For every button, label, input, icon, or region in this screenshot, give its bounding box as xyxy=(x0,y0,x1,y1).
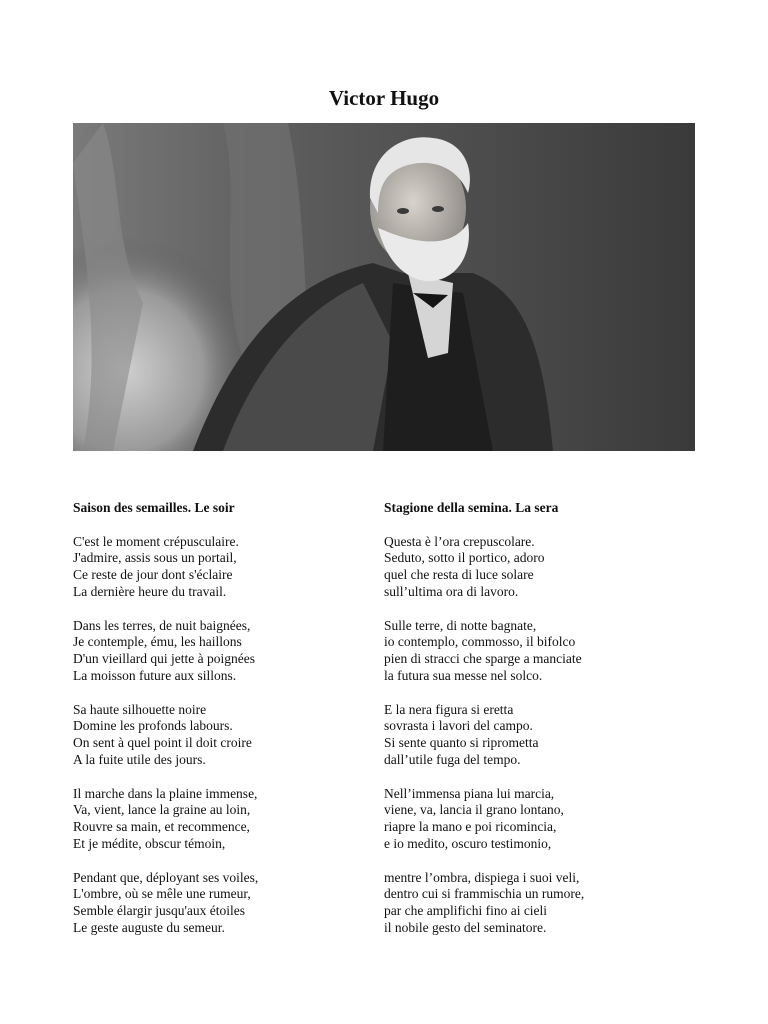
poem-line: Semble élargir jusqu'aux étoiles xyxy=(73,903,246,919)
italian-stanza-1 xyxy=(384,534,684,601)
italian-stanza-3 xyxy=(384,702,684,769)
poem-line: A la fuite utile des jours. xyxy=(73,751,206,767)
poem-line: viene, va, lancia il grano lontano, xyxy=(384,802,564,818)
poem-line: La dernière heure du travail. xyxy=(73,583,227,599)
poem-line: Sulle terre, di notte bagnate, xyxy=(384,617,537,633)
poem-line: Et je médite, obscur témoin, xyxy=(73,835,226,851)
poem-line: E la nera figura si eretta xyxy=(384,701,514,717)
italian-poem-title: Stagione della semina. La sera xyxy=(384,500,559,515)
french-stanza-3 xyxy=(73,702,373,769)
poem-line: Dans les terres, de nuit baignées, xyxy=(73,617,251,633)
page-title: Victor Hugo xyxy=(328,86,440,110)
poem-line: sull’ultima ora di lavoro. xyxy=(384,583,519,599)
poem-line: Je contemple, ému, les haillons xyxy=(73,634,242,650)
italian-stanza-4 xyxy=(384,786,684,853)
poem-line: sovrasta i lavori del campo. xyxy=(384,718,533,734)
italian-stanza-5 xyxy=(384,870,684,937)
poem-line: Si sente quanto si riprometta xyxy=(384,735,539,751)
french-stanza-2 xyxy=(73,618,373,685)
poem-line: Il marche dans la plaine immense, xyxy=(73,785,258,801)
french-stanza-5 xyxy=(73,870,373,937)
poem-line: La moisson future aux sillons. xyxy=(73,667,237,683)
poem-line: dall’utile fuga del tempo. xyxy=(384,751,521,767)
poem-line: Questa è l’ora crepuscolare. xyxy=(384,533,535,549)
poem-line: Seduto, sotto il portico, adoro xyxy=(384,550,545,566)
poem-line: la futura sua messe nel solco. xyxy=(384,667,543,683)
portrait-photo xyxy=(73,123,695,451)
poem-line: Va, vient, lance la graine au loin, xyxy=(73,802,251,818)
poem-line: Domine les profonds labours. xyxy=(73,718,233,734)
poem-line: dentro cui si frammischia un rumore, xyxy=(384,886,585,902)
italian-poem xyxy=(384,500,684,954)
poem-line: J'admire, assis sous un portail, xyxy=(73,550,237,566)
poem-line: Nell’immensa piana lui marcia, xyxy=(384,785,555,801)
poem-line: e io medito, oscuro testimonio, xyxy=(384,835,552,851)
poem-line: il nobile gesto del seminatore. xyxy=(384,919,547,935)
poem-line: Le geste auguste du semeur. xyxy=(73,919,225,935)
poem-line: io contemplo, commosso, il bifolco xyxy=(384,634,576,650)
poem-line: On sent à quel point il doit croire xyxy=(73,735,252,751)
poem-line: D'un vieillard qui jette à poignées xyxy=(73,651,256,667)
poem-line: Rouvre sa main, et recommence, xyxy=(73,819,250,835)
french-poem-title: Saison des semailles. Le soir xyxy=(73,500,235,515)
poem-line: Sa haute silhouette noire xyxy=(73,701,207,717)
italian-stanza-2 xyxy=(384,618,684,685)
poem-line: par che amplifichi fino ai cieli xyxy=(384,903,548,919)
poem-line: quel che resta di luce solare xyxy=(384,567,534,583)
french-stanza-1 xyxy=(73,534,373,601)
portrait-photo-icon xyxy=(73,123,695,451)
poem-line: C'est le moment crépusculaire. xyxy=(73,533,239,549)
poem-line: L'ombre, où se mêle une rumeur, xyxy=(73,886,251,902)
poem-line: mentre l’ombra, dispiega i suoi veli, xyxy=(384,869,580,885)
poem-line: riapre la mano e poi ricomincia, xyxy=(384,819,557,835)
french-poem xyxy=(73,500,373,954)
poem-line: Pendant que, déployant ses voiles, xyxy=(73,869,259,885)
poem-line: pien di stracci che sparge a manciate xyxy=(384,651,582,667)
french-stanza-4 xyxy=(73,786,373,853)
poem-line: Ce reste de jour dont s'éclaire xyxy=(73,567,233,583)
